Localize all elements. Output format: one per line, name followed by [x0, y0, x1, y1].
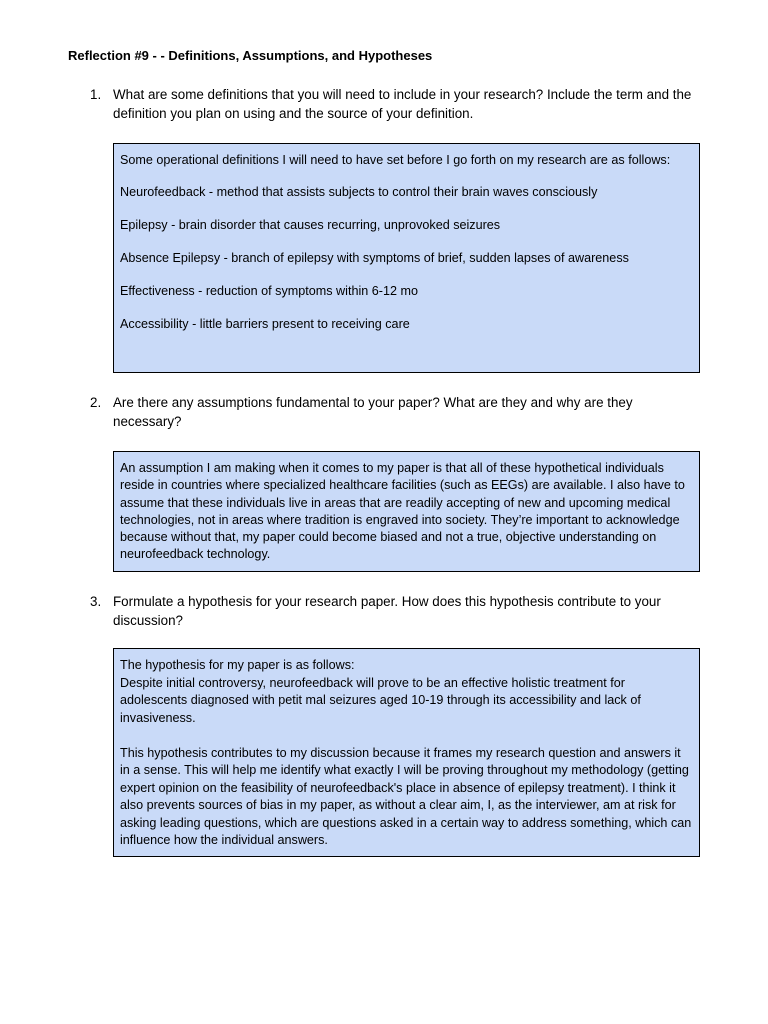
- question-number: 2.: [90, 395, 102, 410]
- definition-item: Absence Epilepsy - branch of epilepsy with symptoms of brief, sudden lapses of awareness: [120, 251, 629, 265]
- definitions-intro: Some operational definitions I will need to have set before I go forth on my research are as follows:: [120, 153, 671, 167]
- answer-box-assumptions: [113, 451, 700, 572]
- answer-box-hypothesis: [113, 648, 700, 857]
- hypothesis-contribution: This hypothesis contributes to my discussion because it frames my research question and answers it in a sense. This will help me identify what exactly I will be proving throughout my methodology (getting expert opinion on the feasibility of neurofeedback's place in absence of epilepsy treatment). I think it also prevents sources of bias in my paper, as without a clear aim, I, as the interviewer, am at risk for asking leading questions, which are questions asked in a certain way to address something, which can influence how the individual answers.: [120, 745, 692, 847]
- question-2: [90, 393, 700, 431]
- definition-item: Effectiveness - reduction of symptoms within 6-12 mo: [120, 284, 418, 298]
- question-1: [90, 85, 700, 123]
- question-number: 1.: [90, 87, 102, 102]
- definition-item: Neurofeedback - method that assists subjects to control their brain waves consciously: [120, 185, 598, 199]
- document-title: Reflection #9 - - Definitions, Assumptions, and Hypotheses: [68, 48, 433, 63]
- question-3: [90, 592, 700, 630]
- definition-item: Epilepsy - brain disorder that causes recurring, unprovoked seizures: [120, 218, 501, 232]
- hypothesis-lead: The hypothesis for my paper is as follows:: [120, 658, 355, 672]
- question-text: Are there any assumptions fundamental to your paper? What are they and why are they necessary?: [113, 395, 633, 429]
- question-text: What are some definitions that you will need to include in your research? Include the term and the definition you plan on using and the source of your definition.: [113, 87, 692, 121]
- definition-item: Accessibility - little barriers present to receiving care: [120, 317, 410, 331]
- question-text: Formulate a hypothesis for your research paper. How does this hypothesis contribute to your discussion?: [113, 594, 661, 628]
- paragraph-gap: [120, 727, 693, 745]
- answer-box-definitions: [113, 143, 700, 373]
- assumptions-answer: An assumption I am making when it comes to my paper is that all of these hypothetical individuals reside in countries where specialized healthcare facilities (such as EEGs) are available. I also have to assume that these individuals live in areas that are readily accepting of new and upcoming medical technologies, not in areas where tradition is engraved into society. They’re important to acknowledge because without that, my paper could become biased and not a true, objective understanding on neurofeedback technology.: [120, 461, 685, 562]
- question-number: 3.: [90, 594, 102, 609]
- hypothesis-statement: Despite initial controversy, neurofeedback will prove to be an effective holistic treatment for adolescents diagnosed with petit mal seizures aged 10-19 through its accessibility and lack of invasiveness.: [120, 675, 641, 725]
